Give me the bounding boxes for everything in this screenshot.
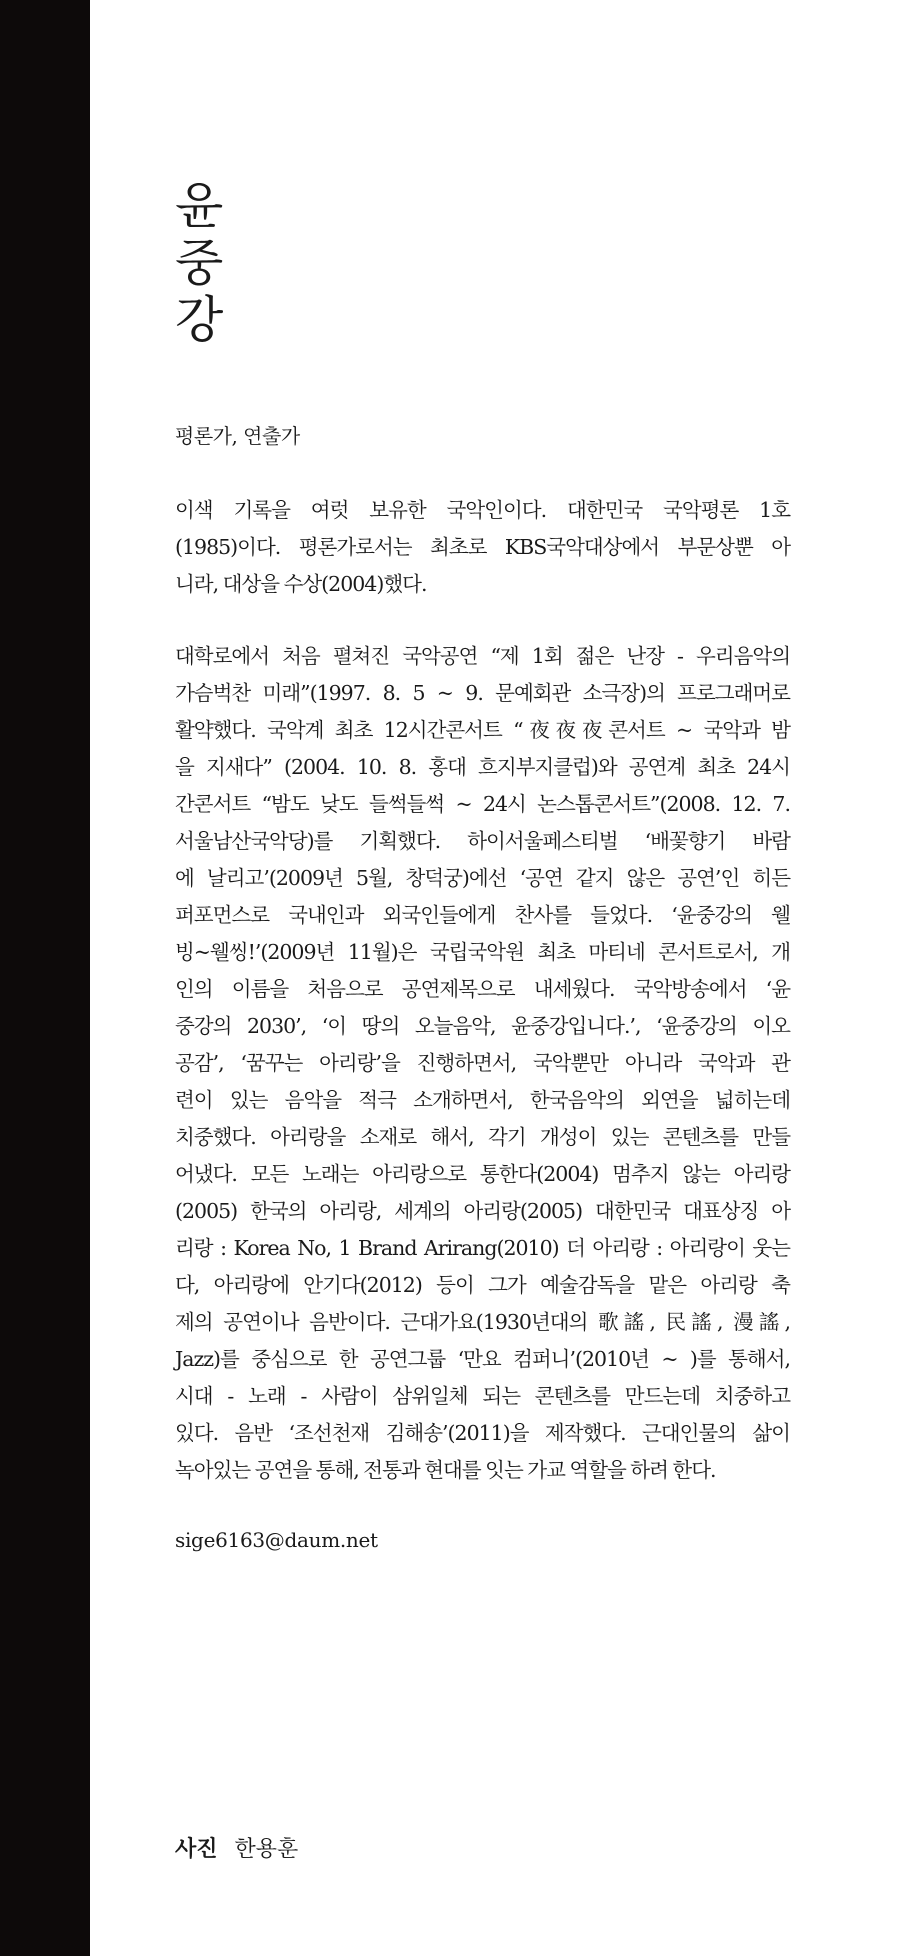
photo-credit-label: 사진 — [175, 1837, 218, 1862]
bio-line: 제의 공연이나 음반이다. 근대가요(1930년대의 歌謠, 民謠, 漫謠, — [175, 1310, 790, 1334]
black-spine-bar — [0, 0, 90, 1956]
bio-line: 니라, 대상을 수상(2004)했다. — [175, 572, 427, 596]
bio-line: (1985)이다. 평론가로서는 최초로 KBS국악대상에서 부문상뿐 아 — [175, 535, 790, 559]
bio-line: 다, 아리랑에 안기다(2012) 등이 그가 예술감독을 맡은 아리랑 축 — [175, 1273, 790, 1297]
bio-line: 가슴벅찬 미래”(1997. 8. 5 ~ 9. 문예회관 소극장)의 프로그래머로 — [175, 681, 790, 705]
photo-credit — [175, 1832, 298, 1863]
bio-line: 어냈다. 모든 노래는 아리랑으로 통한다(2004) 멈추지 않는 아리랑 — [175, 1162, 790, 1186]
bio-line: 빙~웰씽!’(2009년 11월)은 국립국악원 최초 마티네 콘서트로서, 개 — [175, 940, 790, 964]
bio-line: 있다. 음반 ‘조선천재 김해송’(2011)을 제작했다. 근대인물의 삶이 — [175, 1421, 790, 1445]
bio-line: 련이 있는 음악을 적극 소개하면서, 한국음악의 외연을 넓히는데 — [175, 1088, 790, 1112]
bio-line: 활약했다. 국악계 최초 12시간콘서트 “夜夜夜콘서트 ~ 국악과 밤 — [175, 718, 790, 742]
bio-line: 을 지새다” (2004. 10. 8. 홍대 흐지부지클럽)와 공연계 최초 24시 — [175, 755, 790, 779]
bio-line: 리랑 : Korea No, 1 Brand Arirang(2010) 더 아리랑 : 아리랑이 웃는 — [175, 1236, 790, 1260]
bio-line: 대학로에서 처음 펼쳐진 국악공연 “제 1회 젊은 난장 - 우리음악의 — [175, 644, 790, 668]
name-char-1: 윤 — [175, 177, 224, 235]
bio-line: Jazz)를 중심으로 한 공연그룹 ‘만요 컴퍼니’(2010년 ~ )를 통해서, — [175, 1347, 790, 1371]
email-address: sige6163@daum.net — [175, 1528, 378, 1552]
name-char-3: 강 — [175, 291, 224, 349]
bio-line: 중강의 2030’, ‘이 땅의 오늘음악, 윤중강입니다.’, ‘윤중강의 이오 — [175, 1014, 790, 1038]
bio-line: 치중했다. 아리랑을 소재로 해서, 각기 개성이 있는 콘텐츠를 만들 — [175, 1125, 790, 1149]
bio-paragraph-2 — [175, 638, 790, 1489]
bio-line: 인의 이름을 처음으로 공연제목으로 내세웠다. 국악방송에서 ‘윤 — [175, 977, 790, 1001]
bio-line: 이색 기록을 여럿 보유한 국악인이다. 대한민국 국악평론 1호 — [175, 498, 790, 522]
bio-paragraph-1 — [175, 492, 790, 603]
bio-line: (2005) 한국의 아리랑, 세계의 아리랑(2005) 대한민국 대표상징 아 — [175, 1199, 790, 1223]
bio-line: 녹아있는 공연을 통해, 전통과 현대를 잇는 가교 역할을 하려 한다. — [175, 1458, 716, 1482]
bio-line: 에 날리고’(2009년 5월, 창덕궁)에선 ‘공연 같지 않은 공연’인 히든 — [175, 866, 790, 890]
bio-line: 간콘서트 “밤도 낮도 들썩들썩 ~ 24시 논스톱콘서트”(2008. 12. 7. — [175, 792, 790, 816]
bio-line: 공감’, ‘꿈꾸는 아리랑’을 진행하면서, 국악뿐만 아니라 국악과 관 — [175, 1051, 790, 1075]
person-name-vertical — [175, 178, 255, 349]
photographer-name: 한용훈 — [234, 1837, 299, 1862]
name-char-2: 중 — [175, 234, 224, 292]
bio-line: 퍼포먼스로 국내인과 외국인들에게 찬사를 들었다. ‘윤중강의 웰 — [175, 903, 790, 927]
bio-line: 서울남산국악당)를 기획했다. 하이서울페스티벌 ‘배꽃향기 바람 — [175, 829, 790, 853]
bio-line: 시대 - 노래 - 사람이 삼위일체 되는 콘텐츠를 만드는데 치중하고 — [175, 1384, 790, 1408]
person-role: 평론가, 연출가 — [175, 424, 300, 448]
